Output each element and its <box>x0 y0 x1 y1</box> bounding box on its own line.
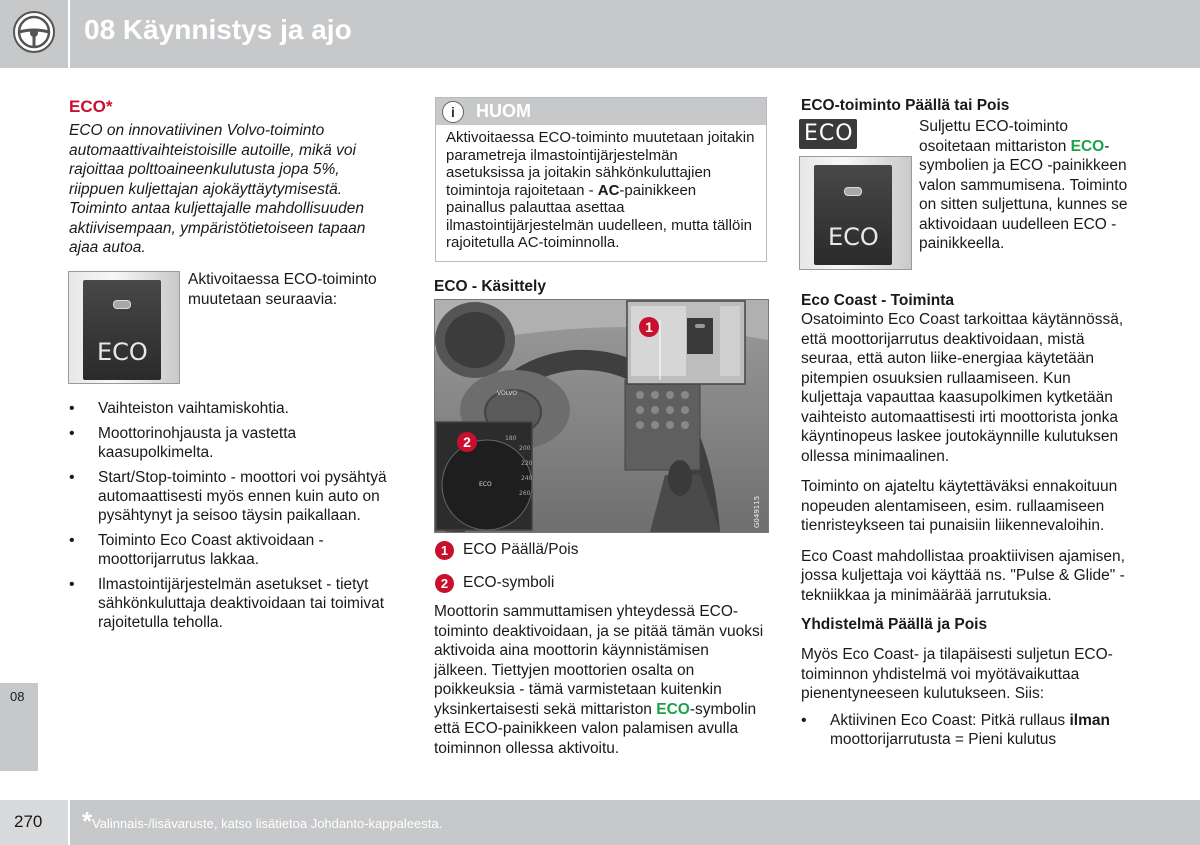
combo-paragraph: Myös Eco Coast- ja tilapäisesti suljetun ECO-toiminnon yhdistelmä voi myötävaikuttaa pienentyneeseen kulutukseen. Siis: <box>801 646 1113 702</box>
onoff-text-part: Suljettu ECO-toiminto osoitetaan mittariston <box>919 118 1071 155</box>
note-text-part: Aktivoitaessa ECO-toiminto muutetaan joitakin parametreja ilmastointijärjestelmän asetuksissa ja joitakin sähkönkuluttajien toimintoja rajoitetaan - <box>446 129 755 199</box>
column-3-lower <box>801 292 1136 755</box>
eco-green-label: ECO <box>1070 137 1105 155</box>
eco-changes-list <box>69 399 404 638</box>
callout-1: 1 <box>639 317 659 337</box>
combo-bullet-bold: ilman <box>1069 711 1110 729</box>
photo-eco-text: ECO <box>479 481 492 488</box>
list-item: • Moottorinohjausta ja vastetta kaasupolkimelta. <box>69 424 404 462</box>
coast-paragraph-2: Toiminto on ajateltu käytettäväksi ennakoituun nopeuden alentamiseen, esim. rullaamiseen tienristeykseen tai punaisiin liikennevaloihin. <box>801 478 1118 534</box>
dashboard-photo <box>434 299 769 533</box>
coast-paragraph-3: Eco Coast mahdollistaa proaktiivisen ajamisen, jossa kuljettaja voi käyttää ns. "Pulse & Glide" -tekniikkaa ja minimäärää jarrutuksia. <box>801 547 1125 604</box>
list-item: • Vaihteiston vaihtamiskohtia. <box>69 399 404 418</box>
note-heading: HUOM <box>476 101 531 121</box>
chapter-title: 08 Käynnistys ja ajo <box>84 14 352 45</box>
steering-wheel-icon <box>12 10 56 54</box>
eco-deactivation-text <box>434 602 764 758</box>
svg-text:240: 240 <box>521 475 533 482</box>
svg-text:220: 220 <box>521 460 533 467</box>
footnote-star: * <box>82 806 93 836</box>
eco-button-face <box>814 165 892 265</box>
photo-code: G049115 <box>753 495 761 528</box>
note-text-part: -painikkeen painallus palauttaa asettaa ilmastointijärjestelmän uudelleen, mutta tällöin rajoitetulla AC-toiminnolla. <box>446 181 752 251</box>
svg-text:260: 260 <box>519 490 531 497</box>
footer-note <box>70 800 1200 845</box>
legend-text-2: ECO-symboli <box>463 574 555 591</box>
note-text <box>436 125 766 252</box>
combo-heading: Yhdistelmä Päällä ja Pois <box>801 616 988 633</box>
onoff-text <box>919 117 1132 254</box>
page-number: 270 <box>14 812 43 831</box>
onoff-text-part: -symbolien ja ECO -painikkeen valon sammumisena. Toiminto on sitten suljettuna, kunnes se aktivoidaan uudelleen ECO -painikkeella. <box>919 137 1128 252</box>
legend-text-1: ECO Päällä/Pois <box>463 541 579 558</box>
combo-bullet-part: moottorijarrutusta = Pieni kulutus <box>830 730 1057 748</box>
chapter-icon-box <box>0 0 68 68</box>
info-icon: i <box>442 101 464 123</box>
chapter-side-tab <box>0 683 38 771</box>
eco-button-image <box>68 271 180 384</box>
combo-list <box>801 711 1131 749</box>
body-text-part: Moottorin sammuttamisen yhteydessä ECO-toiminto deaktivoidaan, ja se pitää tämän vuoksi aktivoida aina moottorin käynnistämisen jälkeen. Tiettyjen moottorien osalta on poikkeuksia - tämä varmistetaan kuitenkin yksinkertaisesti sekä mittariston <box>434 603 764 718</box>
eco-button-led <box>113 300 131 309</box>
section-title-eco: ECO* <box>69 97 113 116</box>
eco-button-led <box>844 187 862 196</box>
svg-text:180: 180 <box>505 435 517 442</box>
side-tab-label: 08 <box>10 689 25 704</box>
eco-symbol-text: ECO <box>804 121 854 146</box>
body-text-part: -symbolin että ECO-painikkeen valon palamisen avulla toiminnon ollessa aktivoitu. <box>434 700 757 757</box>
list-item: • Ilmastointijärjestelmän asetukset - tietyt sähkönkuluttaja deaktivoidaan tai toimivat rajoitetulla teholla. <box>69 575 404 632</box>
page-header <box>0 0 1200 68</box>
callout-2: 2 <box>457 432 477 452</box>
legend-number-1: 1 <box>435 541 454 560</box>
list-item <box>801 711 1131 749</box>
svg-text:200: 200 <box>519 445 531 452</box>
list-item: • Start/Stop-toiminto - moottori voi pysähtyä automaattisesti myös ennen kuin auto on pysähtynyt ja seisoo täysin paikallaan. <box>69 468 404 525</box>
onoff-heading: ECO-toiminto Päällä tai Pois <box>801 97 1010 114</box>
coast-heading: Eco Coast - Toiminta <box>801 292 955 309</box>
footnote-text: Valinnais-/lisävaruste, katso lisätietoa Johdanto-kappaleesta. <box>92 816 443 831</box>
eco-button-image-2 <box>799 156 912 270</box>
eco-intro: ECO on innovatiivinen Volvo-toiminto automaattivaihteistoisille autoille, mikä voi rajoittaa polttoaineenkulutusta jopa 5%, riippuen kuljettajan ajokäyttäytymisestä. Toiminto antaa kuljettajalle mahdollisuuden aktiivisempaan, ympäristötietoiseen tapaan ajaa autoa. <box>69 122 366 256</box>
header-divider <box>68 0 70 68</box>
eco-green-label: ECO <box>656 700 690 718</box>
dashboard-illustration <box>435 300 768 532</box>
eco-button-face <box>83 280 161 380</box>
note-box <box>435 97 767 262</box>
handling-heading: ECO - Käsittely <box>434 278 546 295</box>
combo-bullet-part: Aktiivinen Eco Coast: Pitkä rullaus <box>830 711 1070 729</box>
list-item: • Toiminto Eco Coast aktivoidaan - moottorijarrutus lakkaa. <box>69 531 404 569</box>
volvo-logo: VOLVO <box>497 390 518 397</box>
eco-button-label: ECO <box>828 223 879 251</box>
note-header <box>436 98 766 125</box>
coast-paragraph-1: Osatoiminto Eco Coast tarkoittaa käytännössä, että moottorijarrutus deaktivoidaan, mistä seuraa, että auton liike-energiaa käytetään pitempien osuuksien rullaamiseen. Kun kuljettaja vapauttaa kaasupolkimen kytketään vaihteisto automaattisesti irti moottorista jonka käyntinopeus laskee joutokäynnille kulutuksen ollessa minimaalinen. <box>801 311 1124 465</box>
note-text-bold: AC <box>597 181 620 199</box>
column-1 <box>69 97 404 290</box>
eco-button-label: ECO <box>97 338 148 366</box>
general-text: Aktivoitaessa ECO-toiminto muutetaan seuraavia: <box>188 271 377 308</box>
eco-symbol-icon <box>799 119 857 149</box>
legend-number-2: 2 <box>435 574 454 593</box>
